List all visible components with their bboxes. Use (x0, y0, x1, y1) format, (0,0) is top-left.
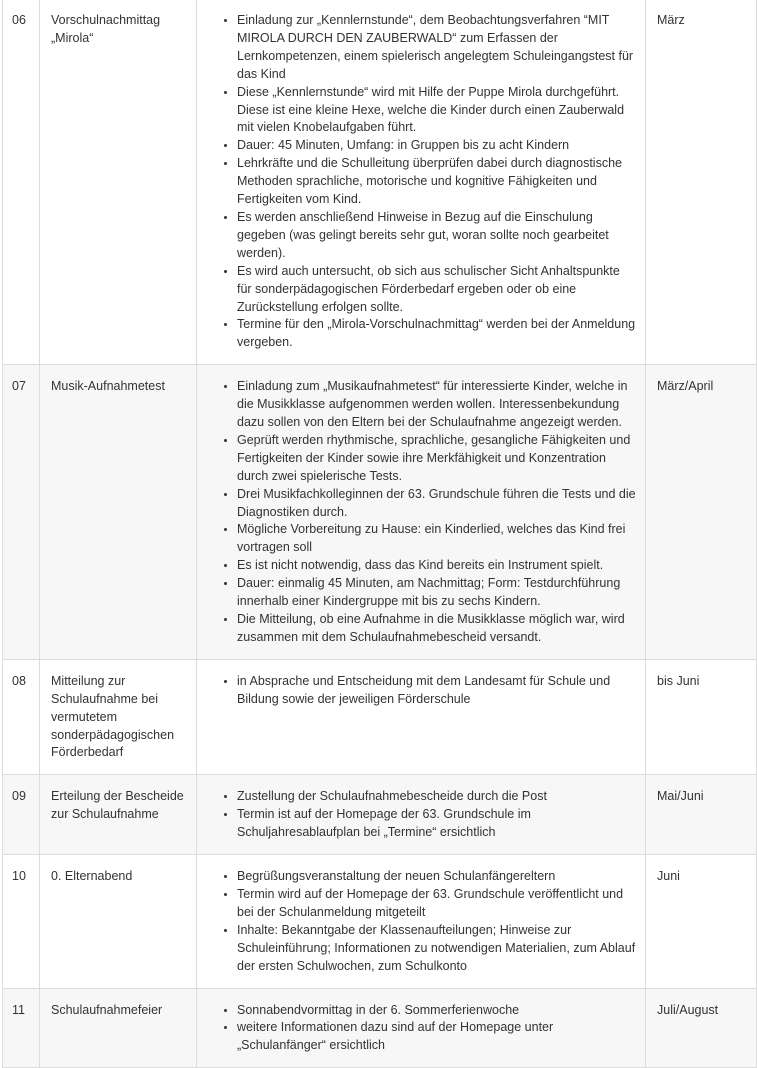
list-item: • Es werden anschließend Hinweise in Bezug auf die Einschulung gegeben (was gelingt bereits sehr gut, woran sollte noch gearbeitet werden). (237, 209, 637, 263)
row-number: 06 (3, 0, 40, 365)
list-item: • Sonnabendvormittag in der 6. Sommerferienwoche (237, 1002, 637, 1020)
row-number: 10 (3, 855, 40, 988)
table-row (3, 855, 757, 988)
row-title: Schulaufnahmefeier (40, 988, 197, 1068)
list-item: • Mögliche Vorbereitung zu Hause: ein Kinderlied, welches das Kind frei vortragen soll (237, 521, 637, 557)
table-row (3, 988, 757, 1068)
bullet-list (216, 1002, 637, 1056)
list-item: • Einladung zum „Musikaufnahmetest“ für interessierte Kinder, welche in die Musikklasse aufgenommen werden wollen. Interessenbekundung dazu sollen von den Eltern bei der Schulaufnahme angezeigt werden. (237, 378, 637, 432)
list-item: • Zustellung der Schulaufnahmebescheide durch die Post (237, 788, 637, 806)
list-item: • Begrüßungsveranstaltung der neuen Schulanfängereltern (237, 868, 637, 886)
list-item: • Drei Musikfachkolleginnen der 63. Grundschule führen die Tests und die Diagnostiken durch. (237, 486, 637, 522)
list-item: • weitere Informationen dazu sind auf der Homepage unter „Schulanfänger“ ersichtlich (237, 1019, 637, 1055)
table-row (3, 365, 757, 660)
row-description (197, 855, 646, 988)
schedule-table (2, 0, 757, 1068)
row-number: 07 (3, 365, 40, 660)
row-date: Mai/Juni (646, 775, 757, 855)
list-item: • Inhalte: Bekanntgabe der Klassenaufteilungen; Hinweise zur Schuleinführung; Informationen zu notwendigen Materialien, zum Ablauf der ersten Schulwochen, zum Schulkonto (237, 922, 637, 976)
row-description (197, 988, 646, 1068)
list-item: • Geprüft werden rhythmische, sprachliche, gesangliche Fähigkeiten und Fertigkeiten der Kinder sowie ihre Merkfähigkeit und Konzentration durch zwei spielerische Tests. (237, 432, 637, 486)
row-description (197, 775, 646, 855)
row-description (197, 659, 646, 775)
row-title: Vorschulnachmittag „Mirola“ (40, 0, 197, 365)
list-item: • Termin ist auf der Homepage der 63. Grundschule im Schuljahresablaufplan bei „Termine“ ersichtlich (237, 806, 637, 842)
list-item: • Dauer: einmalig 45 Minuten, am Nachmittag; Form: Testdurchführung innerhalb einer Kindergruppe mit bis zu sechs Kindern. (237, 575, 637, 611)
list-item: • Termin wird auf der Homepage der 63. Grundschule veröffentlicht und bei der Schulanmeldung mitgeteilt (237, 886, 637, 922)
row-date: März/April (646, 365, 757, 660)
row-number: 11 (3, 988, 40, 1068)
bullet-list (216, 673, 637, 709)
list-item: • Lehrkräfte und die Schulleitung überprüfen dabei durch diagnostische Methoden sprachliche, motorische und kognitive Fähigkeiten und Fertigkeiten vom Kind. (237, 155, 637, 209)
row-description (197, 365, 646, 660)
row-date: März (646, 0, 757, 365)
row-title: Erteilung der Bescheide zur Schulaufnahme (40, 775, 197, 855)
table-body (3, 0, 757, 1068)
row-title: Musik-Aufnahmetest (40, 365, 197, 660)
row-number: 08 (3, 659, 40, 775)
table-row (3, 0, 757, 365)
bullet-list (216, 868, 637, 975)
row-title: Mitteilung zur Schulaufnahme bei vermutetem sonderpädagogischen Förderbedarf (40, 659, 197, 775)
row-date: Juli/August (646, 988, 757, 1068)
list-item: • Termine für den „Mirola-Vorschulnachmittag“ werden bei der Anmeldung vergeben. (237, 316, 637, 352)
table-row (3, 775, 757, 855)
list-item: • Einladung zur „Kennlernstunde“, dem Beobachtungsverfahren “MIT MIROLA DURCH DEN ZAUBERWALD“ zum Erfassen der Lernkompetenzen, einem spielerisch angelegtem Schuleingangstest für das Kind (237, 12, 637, 84)
list-item: • Die Mitteilung, ob eine Aufnahme in die Musikklasse möglich war, wird zusammen mit dem Schulaufnahmebescheid versandt. (237, 611, 637, 647)
row-date: bis Juni (646, 659, 757, 775)
row-description (197, 0, 646, 365)
list-item: • in Absprache und Entscheidung mit dem Landesamt für Schule und Bildung sowie der jeweiligen Förderschule (237, 673, 637, 709)
row-number: 09 (3, 775, 40, 855)
list-item: • Es wird auch untersucht, ob sich aus schulischer Sicht Anhaltspunkte für sonderpädagogischen Förderbedarf ergeben oder ob eine Zurückstellung erfolgen sollte. (237, 263, 637, 317)
list-item: • Dauer: 45 Minuten, Umfang: in Gruppen bis zu acht Kindern (237, 137, 637, 155)
list-item: • Es ist nicht notwendig, dass das Kind bereits ein Instrument spielt. (237, 557, 637, 575)
table-row (3, 659, 757, 775)
bullet-list (216, 378, 637, 647)
list-item: • Diese „Kennlernstunde“ wird mit Hilfe der Puppe Mirola durchgeführt. Diese ist eine kleine Hexe, welche die Kinder durch einen Zauberwald mit vielen Knobelaufgaben führt. (237, 84, 637, 138)
bullet-list (216, 788, 637, 842)
row-title: 0. Elternabend (40, 855, 197, 988)
row-date: Juni (646, 855, 757, 988)
bullet-list (216, 12, 637, 352)
